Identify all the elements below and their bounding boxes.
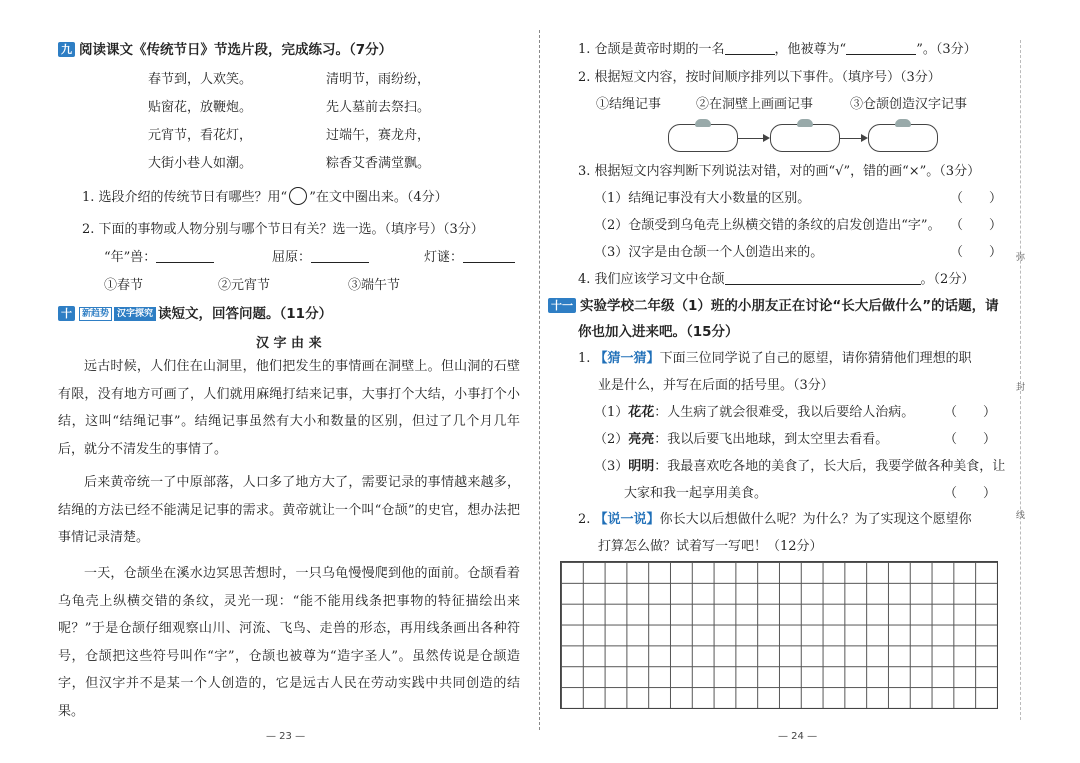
page-divider (539, 30, 540, 730)
r-q1-post: ”。（3分） (916, 42, 977, 57)
s1-text: 下面三位同学说了自己的愿望，请你猜猜他们理想的职 (659, 351, 972, 366)
q9-1-text-pre: 1. 选段介绍的传统节日有哪些？用“ (82, 190, 288, 205)
match-year-beast-label: “年”兽： (104, 250, 157, 265)
poem-line-3b: 过端午，赛龙舟， (326, 128, 431, 143)
answer-bubble-1[interactable] (668, 124, 738, 152)
judge-1-paren[interactable]: （ ） (950, 191, 1003, 206)
match-year-beast-blank[interactable] (156, 262, 214, 263)
wish-2-name: 亮亮 (628, 432, 655, 447)
r-q1-mid: ，他被尊为“ (774, 42, 847, 57)
match-riddle-label: 灯谜： (424, 250, 464, 265)
q11-number-badge: 十一 (548, 298, 576, 313)
poem-line-2a: 贴窗花，放鞭炮。 (148, 100, 253, 115)
article-title: 汉 字 由 来 (256, 336, 322, 351)
r-q1 (578, 38, 977, 57)
page-number-left: — 23 — (266, 731, 306, 742)
r-q4-post: 。（2分） (920, 272, 975, 287)
q9-1 (82, 186, 448, 205)
event-1: ①结绳记事 (596, 97, 662, 112)
q9-number-badge: 九 (58, 42, 75, 57)
match-riddle-blank[interactable] (463, 262, 515, 263)
wish-3-name: 明明 (628, 459, 655, 474)
seal-char-2: 封 (1016, 383, 1026, 393)
poem-line-4a: 大街小巷人如潮。 (148, 156, 253, 171)
seal-char-3: 线 (1016, 511, 1026, 521)
hanzi-tag: 汉字探究 (114, 307, 156, 321)
wish-2-number: （2） (594, 432, 629, 447)
s2-text-2: 打算怎么做？试着写一写吧！（12分） (598, 539, 823, 554)
q9-heading (58, 38, 392, 58)
s1-label: 【猜一猜】 (594, 351, 660, 366)
judge-2: （2）仓颉受到乌龟壳上纵横交错的条纹的启发创造出“字”。 (594, 218, 941, 233)
s1-number: 1. (578, 351, 591, 366)
circle-symbol-icon (289, 187, 307, 205)
article-paragraph-1: 远古时候，人们住在山洞里，他们把发生的事情画在洞壁上。但山洞的石壁有限，没有地方可画了，人们就用麻绳打结来记事，大事打个大结，小事打个小结，这叫“结绳记事”。结绳记事虽然有大小和数量的区别，但过了几个月几年后，就分不清发生的事情了。 (58, 359, 520, 457)
seal-char-1: 弥 (1016, 253, 1026, 263)
wish-3-paren[interactable]: （ ） (944, 486, 997, 501)
judge-3-paren[interactable]: （ ） (950, 245, 1003, 260)
q9-2: 2. 下面的事物或人物分别与哪个节日有关？选一选。（填序号）（3分） (82, 222, 484, 237)
option-2: ②元宵节 (218, 278, 271, 293)
wish-3-cont: 大家和我一起享用美食。 (624, 486, 768, 501)
turtle-icon (797, 119, 813, 127)
option-3: ③端午节 (348, 278, 401, 293)
page-number-right: — 24 — (778, 731, 818, 742)
match-quyuan (272, 246, 369, 265)
match-quyuan-blank[interactable] (311, 262, 369, 263)
left-page (0, 0, 535, 763)
article-paragraph-3: 一天，仓颉坐在溪水边冥思苦想时，一只乌龟慢慢爬到他的面前。仓颉看着乌龟壳上纵横交错的条纹，灵光一现：“能不能用线条把事物的特征描绘出来呢？”于是仓颉仔细观察山川、河流、飞鸟、走兽的形态，再用线条画出各种符号，仓颉把这些符号叫作“字”，仓颉也被尊为“造字圣人”。虽然传说是仓颉造字，但汉字并不是某一个人创造的，它是远古人民在劳动实践中共同创造的结果。 (58, 566, 520, 719)
q9-title: 阅读课文《传统节日》节选片段，完成练习。（7分） (79, 42, 393, 58)
poem-line-1a: 春节到，人欢笑。 (148, 72, 253, 87)
s1 (578, 347, 972, 366)
event-3: ③仓颉创造汉字记事 (850, 97, 968, 112)
poem-line-2b: 先人墓前去祭扫。 (326, 100, 431, 115)
q10-number-badge: 十 (58, 306, 75, 321)
wish-3 (594, 455, 1005, 474)
s2-label: 【说一说】 (594, 512, 660, 527)
q10-heading (58, 302, 332, 322)
turtle-icon (695, 119, 711, 127)
r-q4 (578, 268, 974, 287)
match-quyuan-label: 屈原： (272, 250, 312, 265)
r-q1-blank-2[interactable] (846, 54, 916, 55)
match-riddle (424, 246, 515, 265)
judge-2-paren[interactable]: （ ） (950, 218, 1003, 233)
r-q3: 3. 根据短文内容判断下列说法对错，对的画“√”，错的画“×”。（3分） (578, 164, 981, 179)
wish-1-paren[interactable]: （ ） (944, 405, 997, 420)
q10-title: 读短文，回答问题。（11分） (158, 306, 333, 322)
new-trend-tag: 新趋势 (79, 307, 112, 321)
q11-line-2: 你也加入进来吧。（15分） (578, 324, 739, 340)
wish-2-text: ：我以后要飞出地球，到太空里去看看。 (654, 432, 889, 447)
r-q4-pre: 4. 我们应该学习文中仓颉 (578, 272, 725, 287)
s2-number: 2. (578, 512, 591, 527)
match-year-beast (104, 246, 214, 265)
event-2: ②在洞壁上画画记事 (696, 97, 814, 112)
wish-1-name: 花花 (628, 405, 655, 420)
answer-bubble-2[interactable] (770, 124, 840, 152)
s1-text-2: 业是什么，并写在后面的括号里。（3分） (598, 378, 834, 393)
judge-1: （1）结绳记事没有大小数量的区别。 (594, 191, 811, 206)
q11-line-1: 实验学校二年级（1）班的小朋友正在讨论“长大后做什么”的话题，请 (580, 298, 999, 314)
s2-text: 你长大以后想做什么呢？为什么？为了实现这个愿望你 (659, 512, 972, 527)
wish-1-number: （1） (594, 405, 629, 420)
s2 (578, 508, 972, 527)
wish-2 (594, 428, 888, 447)
q11-heading (548, 294, 999, 314)
r-q1-pre: 1. 仓颉是黄帝时期的一名 (578, 42, 725, 57)
wish-3-number: （3） (594, 459, 629, 474)
article-paragraph-2: 后来黄帝统一了中原部落，人口多了地方大了，需要记录的事情越来越多，结绳的方法已经不能满足记事的需求。黄帝就让一个叫“仓颉”的史官，想办法把事情记录清楚。 (58, 475, 520, 545)
r-q1-blank-1[interactable] (725, 54, 775, 55)
wish-1 (594, 401, 914, 420)
writing-grid[interactable] (560, 561, 998, 709)
poem-line-4b: 粽香艾香满堂飘。 (326, 156, 431, 171)
poem-line-3a: 元宵节，看花灯， (148, 128, 253, 143)
answer-bubble-3[interactable] (868, 124, 938, 152)
wish-1-text: ：人生病了就会很难受，我以后要给人治病。 (654, 405, 915, 420)
arrow-right-icon (738, 138, 768, 139)
judge-3: （3）汉字是由仓颉一个人创造出来的。 (594, 245, 824, 260)
poem-line-1b: 清明节，雨纷纷， (326, 72, 431, 87)
turtle-icon (895, 119, 911, 127)
option-1: ①春节 (104, 278, 144, 293)
arrow-right-icon (840, 138, 866, 139)
wish-3-text: ：我最喜欢吃各地的美食了，长大后，我要学做各种美食，让 (654, 459, 1006, 474)
r-q4-blank[interactable] (725, 284, 921, 285)
wish-2-paren[interactable]: （ ） (944, 432, 997, 447)
r-q2: 2. 根据短文内容，按时间顺序排列以下事件。（填序号）（3分） (578, 70, 941, 85)
q9-1-text-post: ”在文中圈出来。（4分） (309, 190, 448, 205)
